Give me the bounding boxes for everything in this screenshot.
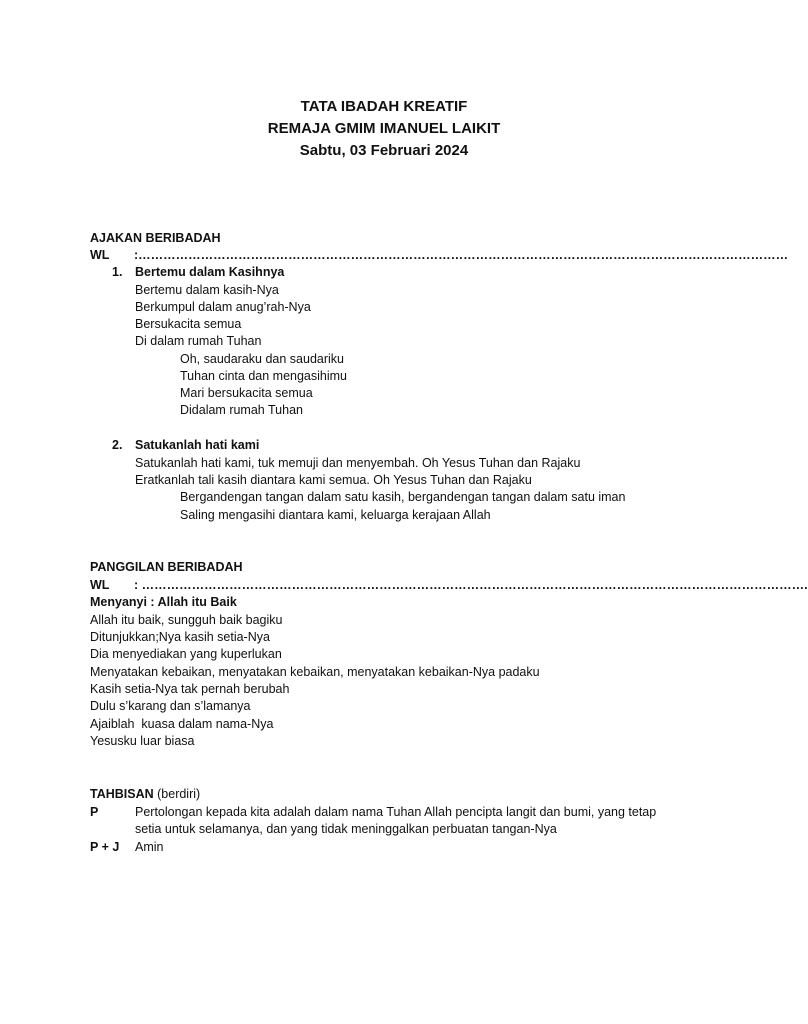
title-line-2: REMAJA GMIM IMANUEL LAIKIT: [267, 120, 501, 137]
section-heading-tahbisan: [90, 786, 200, 803]
wl-fill-line: :…………………………………………………………………………………………………………………………………………: [134, 248, 789, 262]
section-heading-ajakan: AJAKAN BERIBADAH: [90, 231, 221, 245]
speaker-label-pj: P + J: [90, 840, 120, 854]
chorus-line: Mari bersukacita semua: [180, 386, 313, 400]
chorus-line: Oh, saudaraku dan saudariku: [180, 352, 344, 366]
chorus-line: Tuhan cinta dan mengasihimu: [180, 369, 347, 383]
lyric-line: Di dalam rumah Tuhan: [135, 334, 262, 348]
song-number: 1.: [112, 265, 123, 279]
liturgy-text-line: setia untuk selamanya, dan yang tidak meninggalkan perbuatan tangan-Nya: [135, 822, 557, 836]
lyric-line: Dia menyediakan yang kuperlukan: [90, 647, 282, 661]
lyric-line: Ditunjukkan;Nya kasih setia-Nya: [90, 630, 270, 644]
title-line-1: TATA IBADAH KREATIF: [300, 98, 468, 115]
wl-fill-line: : …………………………………………………………………………………………………………………………………………….: [134, 578, 808, 592]
chorus-line: Bergandengan tangan dalam satu kasih, bergandengan tangan dalam satu iman: [180, 490, 626, 504]
song-number: 2.: [112, 438, 123, 452]
lyric-line: Allah itu baik, sungguh baik bagiku: [90, 613, 283, 627]
liturgy-text-line: Pertolongan kepada kita adalah dalam nama Tuhan Allah pencipta langit dan bumi, yang tetap: [135, 805, 657, 819]
lyric-line: Eratkanlah tali kasih diantara kami semua. Oh Yesus Tuhan dan Rajaku: [135, 473, 532, 487]
wl-label: WL: [90, 248, 110, 262]
lyric-line: Berkumpul dalam anug’rah-Nya: [135, 300, 311, 314]
tahbisan-heading-label: TAHBISAN: [90, 787, 154, 801]
section-heading-panggilan: PANGGILAN BERIBADAH: [90, 560, 243, 574]
lyric-line: Menyatakan kebaikan, menyatakan kebaikan, menyatakan kebaikan-Nya padaku: [90, 665, 540, 679]
liturgy-response: Amin: [135, 840, 164, 854]
song-title: Bertemu dalam Kasihnya: [135, 265, 285, 279]
lyric-line: Kasih setia-Nya tak pernah berubah: [90, 682, 290, 696]
lyric-line: Yesusku luar biasa: [90, 734, 195, 748]
song-title: Satukanlah hati kami: [135, 438, 260, 452]
song-label: Menyanyi : Allah itu Baik: [90, 595, 237, 609]
chorus-line: Saling mengasihi diantara kami, keluarga kerajaan Allah: [180, 508, 491, 522]
lyric-line: Bersukacita semua: [135, 317, 242, 331]
lyric-line: Ajaiblah kuasa dalam nama-Nya: [90, 717, 274, 731]
lyric-line: Dulu s’karang dan s’lamanya: [90, 699, 251, 713]
tahbisan-heading-note: (berdiri): [153, 787, 201, 801]
title-date: Sabtu, 03 Februari 2024: [299, 142, 469, 159]
chorus-line: Didalam rumah Tuhan: [180, 403, 303, 417]
speaker-label-p: P: [90, 805, 99, 819]
wl-label: WL: [90, 578, 110, 592]
lyric-line: Satukanlah hati kami, tuk memuji dan menyembah. Oh Yesus Tuhan dan Rajaku: [135, 456, 581, 470]
title-block: [0, 96, 768, 162]
lyric-line: Bertemu dalam kasih-Nya: [135, 283, 279, 297]
